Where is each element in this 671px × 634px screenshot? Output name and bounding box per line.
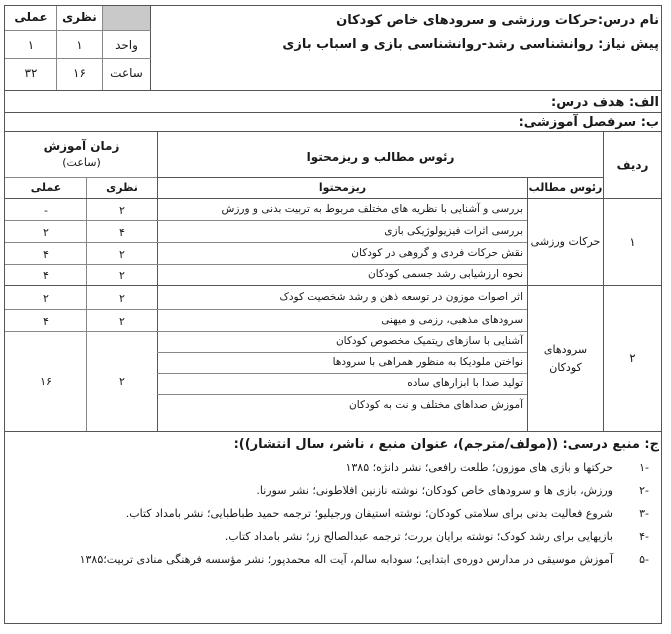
table-row-practical: ۴: [43, 248, 49, 261]
table-row-theory: ۲: [119, 292, 125, 305]
table-row-practical: ۴: [43, 315, 49, 328]
source-text: بازیهایی برای رشد کودک؛ نوشته برایان بررت؛ ترجمه عبدالصالح زر؛ نشر بامداد کتاب.: [224, 530, 613, 543]
source-num: -۱: [639, 461, 649, 474]
header-sub: ریزمحتوا: [318, 181, 367, 194]
table-row-content: نواختن ملودیکا به منظور همراهی با سرودها: [332, 356, 523, 368]
units-unit-practical: ۱: [27, 38, 35, 52]
table-row-theory: ۲: [119, 204, 125, 217]
units-col-practical: عملی: [14, 10, 48, 24]
table-row-practical: ۴: [43, 269, 49, 282]
units-table-border: [150, 6, 151, 90]
section-a-title: الف: هدف درس:: [551, 95, 659, 110]
row-line: [5, 220, 527, 221]
header-topic: رئوس مطالب: [528, 181, 603, 194]
units-col-theory: نظری: [62, 10, 97, 24]
source-text: ورزش، بازی ها و سرودهای خاص کودکان؛ نوشته نازنین افلاطونی؛ نشر سورنا.: [256, 484, 613, 497]
col-border-content: [157, 131, 158, 431]
col-border-row: [603, 131, 604, 431]
table-row-theory: ۲: [119, 248, 125, 261]
course-name: نام درس:حرکات ورزشی و سرودهای خاص کودکان: [336, 13, 659, 28]
table-bottom-line: [5, 431, 661, 432]
table-row-content: سرودهای مذهبی، رزمی و میهنی: [381, 314, 523, 326]
table-row-practical: ۲: [43, 226, 49, 239]
row-line: [157, 352, 527, 353]
table-row-content: آشنایی با سازهای ریتمیک مخصوص کودکان: [335, 335, 523, 347]
row-line: [5, 309, 527, 310]
row-line: [5, 264, 527, 265]
header-bottom: [5, 198, 661, 199]
header-theory: نظری: [106, 181, 138, 194]
source-num: -۵: [639, 553, 649, 566]
units-row-unit: واحد: [115, 38, 138, 52]
row-line: [5, 331, 527, 332]
header-bottom-line: [5, 90, 661, 91]
row-line: [157, 394, 527, 395]
prerequisite: پیش نیاز: روانشناسی رشد-روانشناسی بازی و اسباب بازی: [282, 37, 659, 52]
table-row-content: نقش حرکات فردی و گروهی در کودکان: [351, 247, 523, 259]
table-row-content: آموزش صداهای مختلف و نت به کودکان: [349, 399, 523, 411]
section-a-line: [5, 112, 661, 113]
row-line: [5, 242, 527, 243]
table-row-theory: ۲: [119, 315, 125, 328]
table-row-content: نحوه ارزشیابی رشد جسمی کودکان: [368, 268, 523, 280]
table-row-theory: ۲: [119, 269, 125, 282]
table-row-content: تولید صدا با ابزارهای ساده: [407, 377, 523, 389]
row-line: [157, 373, 527, 374]
group-1-topic: حرکات ورزشی: [530, 235, 601, 248]
header-topics: رئوس مطالب و ریزمحتوا: [306, 150, 455, 164]
section-b-title: ب: سرفصل آموزشی:: [518, 115, 659, 130]
group-2-topic-line1: سرودهای: [543, 343, 588, 356]
source-text: حرکتها و بازی های موزون؛ طلعت رافعی؛ نشر دانژه؛ ۱۳۸۵: [345, 461, 613, 474]
merged-theory: ۲: [119, 375, 125, 388]
source-num: -۴: [639, 530, 649, 543]
group-line: [5, 285, 661, 286]
table-top-line: [5, 131, 661, 132]
header-split-line: [5, 177, 157, 178]
table-row-practical: -: [44, 204, 48, 217]
units-row-hour: ساعت: [110, 66, 143, 80]
units-table-row-line: [5, 58, 151, 59]
source-num: -۲: [639, 484, 649, 497]
group-1-row: ۱: [629, 235, 636, 249]
header-time-unit: (ساعت): [62, 156, 101, 169]
table-row-content: بررسی اثرات فیزیولوژیکی بازی: [384, 225, 523, 237]
col-border-topic: [527, 177, 528, 431]
table-row-content: بررسی و آشنایی با نظریه های مختلف مربوط به تربیت بدنی و ورزش: [221, 203, 523, 215]
table-row-content: اثر اصوات موزون در توسعه ذهن و رشد شخصیت کودک: [279, 291, 523, 303]
header-time: زمان آموزش: [43, 139, 120, 153]
units-table-row-line: [5, 30, 151, 31]
group-2-row: ۲: [629, 351, 636, 365]
source-text: آموزش موسیقی در مدارس دوره‌ی ابتدایی؛ سودابه سالم، آیت اله محمدپور؛ نشر مؤسسه فرهنگی منادی تربیت؛۱۳۸۵: [79, 553, 613, 566]
header-row: ردیف: [616, 158, 649, 172]
source-num: -۳: [639, 507, 649, 520]
units-hour-theory: ۱۶: [73, 66, 86, 80]
table-row-practical: ۲: [43, 292, 49, 305]
header-practical: عملی: [30, 181, 62, 194]
source-text: شروع فعالیت بدنی برای سلامتی کودکان؛ نوشته استیفان ورجیلیو؛ ترجمه حمید طباطبایی؛ نشر بامداد کتاب.: [125, 507, 613, 520]
header-split-line: [157, 177, 603, 178]
table-row-theory: ۴: [119, 226, 125, 239]
units-table-corner-shade: [102, 6, 150, 30]
group-2-topic-line2: کودکان: [549, 361, 582, 374]
merged-practical: ۱۶: [40, 375, 52, 388]
units-hour-practical: ۳۲: [24, 66, 38, 80]
sources-title: ج: منبع درسی: ((مولف/مترجم)، عنوان منبع ، ناشر، سال انتشار)):: [233, 437, 659, 452]
units-unit-theory: ۱: [76, 38, 83, 52]
